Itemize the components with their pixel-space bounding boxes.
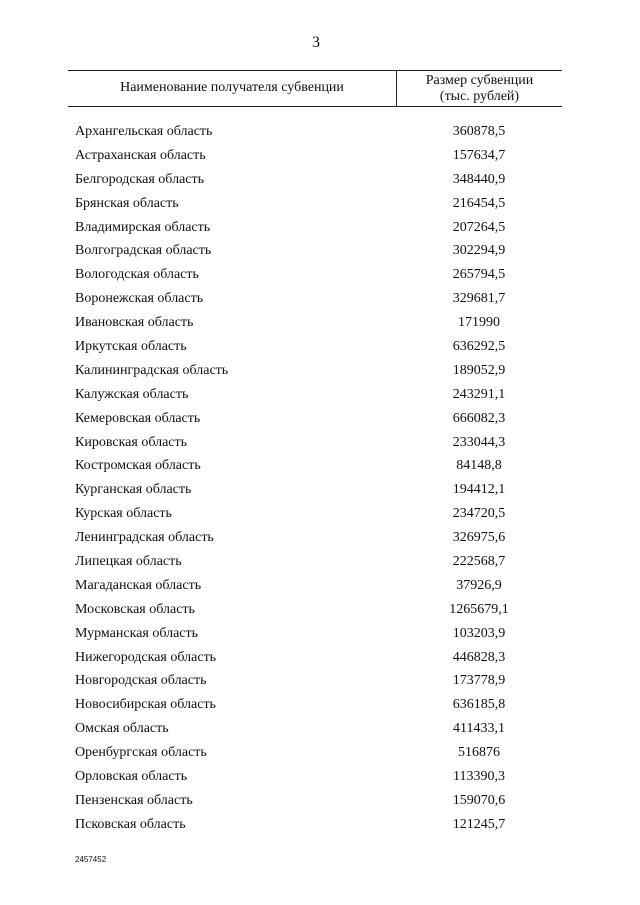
table-row [0, 239, 640, 263]
recipient-name: Ивановская область [75, 315, 194, 331]
table-row [0, 765, 640, 789]
subsidy-amount-column-header [397, 73, 562, 105]
table-row [0, 359, 640, 383]
recipient-name: Новгородская область [75, 673, 207, 689]
subsidy-amount: 666082,3 [452, 410, 506, 426]
recipient-name: Костромская область [75, 458, 201, 474]
subsidy-amount: 516876 [458, 745, 500, 761]
table-row [0, 335, 640, 359]
subsidy-amount: 194412,1 [452, 482, 506, 498]
table-row [0, 263, 640, 287]
table-row [0, 454, 640, 478]
recipient-name: Ленинградская область [75, 530, 214, 546]
subsidy-amount: 265794,5 [452, 267, 506, 283]
recipient-name: Волгоградская область [75, 243, 212, 259]
recipient-name: Брянская область [75, 195, 179, 211]
table-row [0, 526, 640, 550]
table-row [0, 789, 640, 813]
subsidy-amount: 326975,6 [452, 530, 506, 546]
table-row [0, 693, 640, 717]
recipient-name: Воронежская область [75, 291, 204, 307]
table-body [0, 120, 640, 837]
subsidy-amount: 636185,8 [452, 697, 506, 713]
subsidy-amount: 171990 [458, 315, 500, 331]
subsidy-amount: 360878,5 [452, 124, 506, 139]
subsidy-amount: 233044,3 [452, 434, 506, 450]
table-row [0, 717, 640, 741]
subsidy-amount: 243291,1 [452, 386, 506, 402]
recipient-name: Кировская область [75, 434, 188, 450]
subsidy-amount: 446828,3 [452, 649, 506, 665]
recipient-name: Калужская область [75, 386, 189, 402]
subsidy-amount: 113390,3 [453, 769, 505, 785]
table-row [0, 741, 640, 765]
recipient-name: Псковская область [75, 816, 186, 832]
table-row [0, 168, 640, 192]
subsidy-amount: 234720,5 [452, 506, 506, 522]
table-row [0, 598, 640, 622]
subsidy-amount: 636292,5 [452, 339, 506, 355]
recipient-name: Липецкая область [75, 554, 182, 570]
recipient-name: Орловская область [75, 769, 188, 785]
recipient-name: Омская область [75, 721, 169, 737]
recipient-name: Белгородская область [75, 171, 205, 187]
recipient-name: Астраханская область [75, 147, 206, 163]
amount-header-line-2: (тыс. рублей) [439, 89, 520, 104]
subsidy-amount: 84148,8 [456, 458, 502, 474]
recipient-name: Пензенская область [75, 792, 193, 808]
recipient-name: Магаданская область [75, 577, 202, 593]
recipient-name: Нижегородская область [75, 649, 217, 665]
table-row [0, 431, 640, 455]
table-row [0, 478, 640, 502]
table-row [0, 669, 640, 693]
recipient-name: Курская область [75, 506, 172, 522]
table-row [0, 216, 640, 240]
recipient-name-column-header: Наименование получателя субвенции [120, 80, 344, 95]
subsidy-amount: 207264,5 [452, 219, 506, 235]
table-row [0, 813, 640, 837]
subsidy-amount: 302294,9 [452, 243, 506, 259]
recipient-name: Иркутская область [75, 339, 187, 355]
table-row [0, 383, 640, 407]
table-row [0, 574, 640, 598]
subsidy-amount: 37926,9 [456, 577, 502, 593]
recipient-name: Кемеровская область [75, 410, 201, 426]
recipient-name: Архангельская область [75, 124, 213, 139]
subsidy-amount: 1265679,1 [449, 601, 509, 617]
recipient-name: Новосибирская область [75, 697, 216, 713]
subsidy-amount: 157634,7 [452, 147, 506, 163]
table-header [68, 70, 562, 107]
page-number: 3 [312, 34, 320, 51]
recipient-name: Вологодская область [75, 267, 199, 283]
table-row [0, 407, 640, 431]
table-row [0, 646, 640, 670]
subsidy-amount: 189052,9 [452, 362, 506, 378]
table-row [0, 192, 640, 216]
recipient-name: Курганская область [75, 482, 192, 498]
subsidy-amount: 103203,9 [452, 625, 506, 641]
subsidy-amount: 216454,5 [452, 195, 506, 211]
amount-header-line-1: Размер субвенции [425, 73, 534, 88]
subsidy-amount: 121245,7 [452, 816, 506, 832]
recipient-name: Мурманская область [75, 625, 199, 641]
table-row [0, 287, 640, 311]
table-row [0, 622, 640, 646]
subsidy-amount: 348440,9 [452, 171, 506, 187]
subsidy-amount: 329681,7 [452, 291, 506, 307]
table-row [0, 120, 640, 144]
table-row [0, 311, 640, 335]
recipient-name: Калининградская область [75, 362, 229, 378]
recipient-name: Владимирская область [75, 219, 211, 235]
table-row [0, 144, 640, 168]
table-row [0, 502, 640, 526]
document-code: 2457452 [75, 855, 107, 864]
subsidy-amount: 159070,6 [452, 792, 506, 808]
recipient-name: Оренбургская область [75, 745, 207, 761]
recipient-name: Московская область [75, 601, 195, 617]
subsidy-amount: 411433,1 [453, 721, 505, 737]
subsidy-amount: 173778,9 [452, 673, 506, 689]
table-row [0, 550, 640, 574]
subsidy-amount: 222568,7 [452, 554, 506, 570]
